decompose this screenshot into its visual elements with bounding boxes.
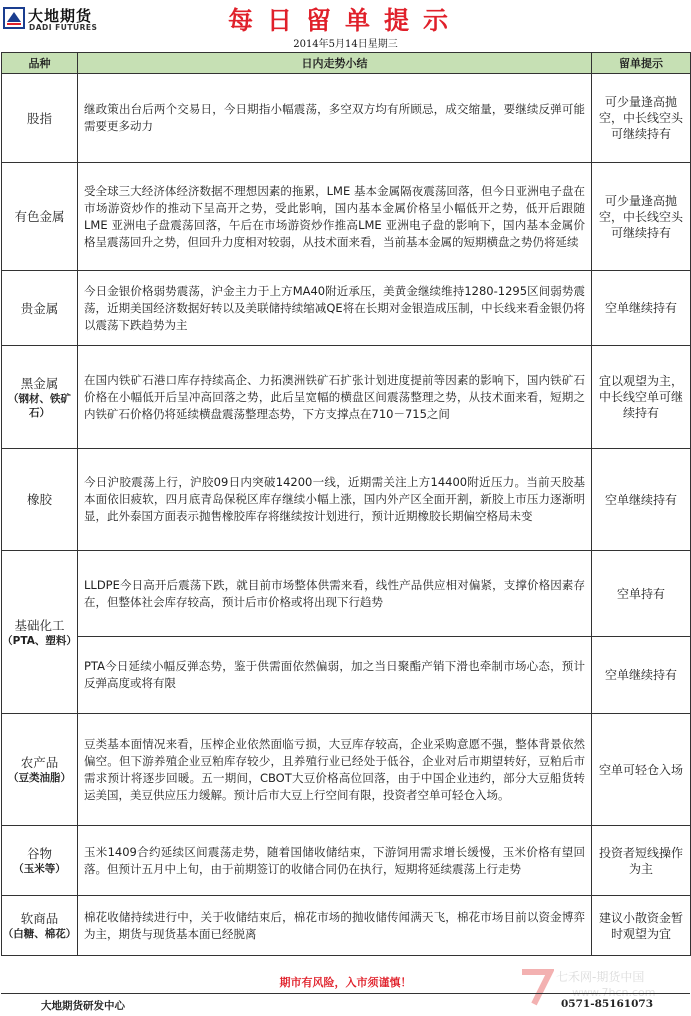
- logo-english-name: DADI FUTURES: [29, 23, 98, 32]
- category-name: 贵金属: [20, 300, 59, 316]
- column-header-category: 品种: [2, 53, 78, 74]
- tip-cell: 空单继续持有: [592, 449, 691, 551]
- category-name: 基础化工: [14, 617, 65, 633]
- category-subtitle: （豆类油脂）: [8, 772, 71, 784]
- tip-cell: 可少量逢高抛空，中长线空头可继续持有: [592, 74, 691, 163]
- footer-phone: 0571-85161073: [561, 998, 654, 1010]
- page-title: 每日留单提示: [227, 6, 462, 35]
- table-row: [2, 637, 691, 714]
- table-header-row: [2, 53, 691, 74]
- summary-cell: 继政策出台后两个交易日，今日期指小幅震荡，多空双方均有所顾忌，成交缩量，要继续反弹可能需要更多动力: [78, 74, 592, 163]
- table-row: [2, 551, 691, 637]
- category-name: 橡胶: [26, 492, 52, 507]
- tip-cell: 建议小散资金暂时观望为宜: [592, 896, 691, 956]
- tip-cell: 空单继续持有: [592, 637, 691, 714]
- watermark-text: 七禾网-期货中国: [556, 970, 645, 984]
- summary-cell: PTA今日延续小幅反弹态势，鉴于供需面依然偏弱，加之当日聚酯产销下滑也牵制市场心态，预计反弹高度或将有限: [78, 637, 592, 714]
- tip-cell: 可少量逢高抛空，中长线空头可继续持有: [592, 163, 691, 271]
- category-subtitle: （玉米等）: [13, 863, 66, 875]
- risk-warning: 期市有风险，入市须谨慎！: [279, 976, 412, 989]
- company-logo: [3, 5, 123, 33]
- category-subtitle: （白糖、棉花）: [2, 928, 77, 940]
- category-name: 股指: [26, 110, 52, 126]
- category-cell: [2, 714, 78, 826]
- category-name: 谷物: [26, 846, 52, 861]
- column-header-summary: 日内走势小结: [78, 53, 592, 74]
- summary-cell: 今日金银价格弱势震荡，沪金主力于上方MA40附近承压，美黄金继续维持1280-1295区间弱势震荡，近期美国经济数据好转以及美联储持续缩减QE将在长期对金银造成压制，中长线来看金银仍将以震荡下跌趋势为主: [78, 271, 592, 346]
- column-header-tip: 留单提示: [592, 53, 691, 74]
- table-row: [2, 714, 691, 826]
- summary-cell: 今日沪胶震荡上行，沪胶09日内突破14200一线，近期需关注上方14400附近压力。当前天胶基本面依旧疲软，四月底青岛保税区库存继续小幅上涨，国内外产区全面开割，新胶上市压力逐渐明显，此外泰国方面表示抛售橡胶库存将继续按计划进行，预计近期橡胶长期偏空格局未变: [78, 449, 592, 551]
- daily-tips-table: [1, 52, 691, 956]
- summary-cell: 豆类基本面情况来看，压榨企业依然面临亏损，大豆库存较高，企业采购意愿不强，整体背景依然偏空。但下游养殖企业豆粕库存较少，且养殖行业已经处于低谷，企业对后市期望转好，豆粕后市需求预计将逐步回暖。五一期间，CBOT大豆价格高位回落，由于中国企业违约，部分大豆船货转运美国，美豆供应压力缓解。预计后市大豆上行空间有限，投资者空单可轻仓入场。: [78, 714, 592, 826]
- report-date: 2014年5月14日星期三: [293, 39, 398, 50]
- table-row: [2, 449, 691, 551]
- tip-cell: 投资者短线操作为主: [592, 826, 691, 896]
- page-header: [0, 0, 691, 34]
- category-cell: [2, 449, 78, 551]
- tip-cell: 空单持有: [592, 551, 691, 637]
- table-row: [2, 163, 691, 271]
- table-row: [2, 74, 691, 163]
- footer-organization: 大地期货研发中心: [41, 1000, 125, 1012]
- category-cell: [2, 163, 78, 271]
- category-cell: [2, 346, 78, 449]
- category-name: 有色金属: [14, 209, 65, 224]
- category-subtitle: （钢材、铁矿石）: [8, 392, 71, 419]
- category-cell: [2, 271, 78, 346]
- watermark-url: www.7hcn.com: [572, 986, 656, 999]
- summary-cell: 受全球三大经济体经济数据不理想因素的拖累，LME 基本金属隔夜震荡回落，但今日亚洲电子盘在市场游资炒作的推动下呈高开之势，受此影响，国内基本金属价格呈小幅低开之势，低开后跟随LME 亚洲电子盘震荡回落，午后在市场游资炒作推高LME 亚洲电子盘的影响下，国内基本金属价格呈震荡回升之势，但回升力度相对较弱，从技术面来看，当前基本金属的短期横盘之势仍将延续: [78, 163, 592, 271]
- summary-cell: 在国内铁矿石港口库存持续高企、力拓澳洲铁矿石扩张计划进度提前等因素的影响下，国内铁矿石价格在小幅低开后呈冲高回落之势，此后呈宽幅的横盘区间震荡整理之势，从技术面来看，短期之内铁矿石价格仍将延续横盘震荡整理态势，下方支撑点在710－715之间: [78, 346, 592, 449]
- table-row: [2, 271, 691, 346]
- logo-chinese-name: 大地期货: [28, 7, 93, 25]
- summary-cell: LLDPE今日高开后震荡下跌，就目前市场整体供需来看，线性产品供应相对偏紧，支撑价格因素存在，但整体社会库存较高，预计后市价格或将出现下行趋势: [78, 551, 592, 637]
- tip-cell: 空单可轻仓入场: [592, 714, 691, 826]
- summary-cell: 棉花收储持续进行中，关于收储结束后，棉花市场的抛收储传闻满天飞，棉花市场目前以资金博弈为主，期货与现货基本面已经脱离: [78, 896, 592, 956]
- tip-cell: 空单继续持有: [592, 271, 691, 346]
- table-row: [2, 346, 691, 449]
- table-row: [2, 826, 691, 896]
- dadi-logo-icon: [3, 6, 25, 30]
- category-name: 软商品: [20, 911, 59, 926]
- category-cell: [2, 826, 78, 896]
- footer-bar: [1, 993, 690, 1015]
- tip-cell: 宜以观望为主，中长线空单可继续持有: [592, 346, 691, 449]
- table-row: [2, 896, 691, 956]
- category-cell: [2, 551, 78, 714]
- category-name: 农产品: [20, 755, 59, 770]
- category-subtitle: （PTA、塑料）: [2, 634, 77, 647]
- summary-cell: 玉米1409合约延续区间震荡走势，随着国储收储结束，下游饲用需求增长缓慢，玉米价格有望回落。但预计五月中上旬，由于前期签订的收储合同仍在执行，短期将延续震荡上行走势: [78, 826, 592, 896]
- category-name: 黑金属: [20, 375, 59, 391]
- category-cell: [2, 74, 78, 163]
- category-cell: [2, 896, 78, 956]
